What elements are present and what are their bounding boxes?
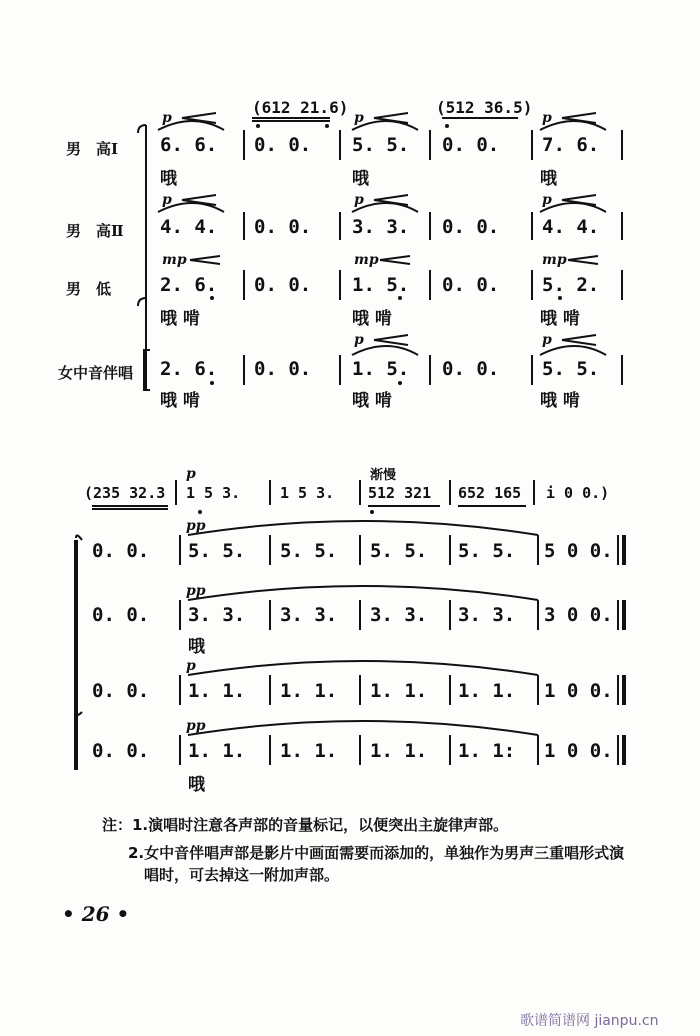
measure: 5. 5. bbox=[370, 540, 428, 562]
lyric: 哦 啃 bbox=[160, 309, 200, 329]
note-2-cont: 唱时，可去掉这一附加声部。 bbox=[144, 866, 340, 884]
dynamic-mark: p bbox=[162, 192, 172, 208]
lyric: 哦 bbox=[352, 169, 369, 189]
measure: 1. 1. bbox=[188, 740, 246, 762]
dynamic-mark: p bbox=[542, 192, 552, 208]
measure: 5. 2. bbox=[542, 274, 600, 296]
instrument-phrase: 652 165 bbox=[458, 484, 522, 502]
measure: 3. 3. bbox=[370, 604, 428, 626]
measure: 6. 6. bbox=[160, 134, 218, 156]
measure: 0. 0. bbox=[254, 216, 312, 238]
measure: 1. 1. bbox=[280, 740, 338, 762]
measure: 0. 0. bbox=[254, 134, 312, 156]
dynamic-mark: pp bbox=[186, 718, 206, 734]
dynamic-mark: p bbox=[542, 110, 552, 126]
part-label-tenor1: 男 高Ⅰ bbox=[66, 140, 119, 158]
measure: 1. 5. bbox=[352, 358, 410, 380]
measure: 5. 5. bbox=[188, 540, 246, 562]
measure: 0. 0. bbox=[442, 216, 500, 238]
measure: 4. 4. bbox=[160, 216, 218, 238]
dynamic-mark: p bbox=[354, 192, 364, 208]
measure: 5. 5. bbox=[458, 540, 516, 562]
measure: 0. 0. bbox=[442, 274, 500, 296]
measure: 1. 1: bbox=[458, 740, 516, 762]
measure: 1. 5. bbox=[352, 274, 410, 296]
measure: 3. 3. bbox=[458, 604, 516, 626]
note-2: 2.女中音伴唱声部是影片中画面需要而添加的，单独作为男声三重唱形式演 bbox=[128, 844, 625, 862]
measure: 0. 0. bbox=[442, 134, 500, 156]
measure: 4. 4. bbox=[542, 216, 600, 238]
measure: 1. 1. bbox=[370, 740, 428, 762]
measure: 2. 6. bbox=[160, 274, 218, 296]
lyric: 哦 啃 bbox=[160, 391, 200, 411]
measure: 1. 1. bbox=[280, 680, 338, 702]
lyric: 哦 bbox=[188, 775, 205, 795]
dynamic-mark: p bbox=[542, 332, 552, 348]
measure: 0. 0. bbox=[442, 358, 500, 380]
lyric: 哦 bbox=[188, 637, 205, 657]
measure: 1 0 0. bbox=[544, 740, 613, 762]
measure: 5. 5. bbox=[352, 134, 410, 156]
dynamic-mark: p bbox=[354, 332, 364, 348]
lyric: 哦 啃 bbox=[540, 391, 580, 411]
dynamic-mark: p bbox=[354, 110, 364, 126]
measure: 1 0 0. bbox=[544, 680, 613, 702]
measure: 0. 0. bbox=[92, 680, 150, 702]
dynamic-mark: mp bbox=[542, 252, 567, 268]
measure: 0. 0. bbox=[92, 604, 150, 626]
lyric: 哦 啃 bbox=[352, 309, 392, 329]
measure: 0. 0. bbox=[92, 740, 150, 762]
watermark: 歌谱简谱网 jianpu.cn bbox=[520, 1013, 659, 1029]
measure: 3. 3. bbox=[280, 604, 338, 626]
dynamic-mark: pp bbox=[186, 583, 206, 599]
lyric: 哦 bbox=[540, 169, 557, 189]
measure: 0. 0. bbox=[92, 540, 150, 562]
instrument-phrase: 512 321 bbox=[368, 484, 432, 502]
lyric: 哦 bbox=[160, 169, 177, 189]
measure: 2. 6. bbox=[160, 358, 218, 380]
tempo-mark: 渐慢 bbox=[370, 468, 397, 483]
instrument-phrase: (512 36.5) bbox=[436, 98, 533, 117]
measure: 5. 5. bbox=[280, 540, 338, 562]
dynamic-mark: p bbox=[162, 110, 172, 126]
measure: 5 0 0. bbox=[544, 540, 613, 562]
dynamic-mark: pp bbox=[186, 518, 206, 534]
part-label-tenor2: 男 高Ⅱ bbox=[66, 222, 124, 240]
measure: 1. 1. bbox=[370, 680, 428, 702]
measure: 7. 6. bbox=[542, 134, 600, 156]
part-label-female: 女中音伴唱 bbox=[58, 364, 134, 382]
part-label-bass: 男 低 bbox=[66, 280, 112, 298]
measure: 1. 1. bbox=[458, 680, 516, 702]
measure: 1. 1. bbox=[188, 680, 246, 702]
instrument-phrase: i 0 0.) bbox=[546, 484, 610, 502]
instrument-phrase: 1 5 3. bbox=[186, 484, 241, 502]
page-number: • 26 • bbox=[62, 902, 130, 926]
measure: 0. 0. bbox=[254, 274, 312, 296]
dynamic-mark: p bbox=[186, 658, 196, 674]
dynamic-mark: mp bbox=[162, 252, 187, 268]
measure: 5. 5. bbox=[542, 358, 600, 380]
instrument-phrase: (235 32.3 bbox=[84, 484, 166, 502]
measure: 3. 3. bbox=[188, 604, 246, 626]
dynamic-mark: mp bbox=[354, 252, 379, 268]
instrument-phrase: (612 21.6) bbox=[252, 98, 349, 117]
lyric: 哦 啃 bbox=[540, 309, 580, 329]
measure: 0. 0. bbox=[254, 358, 312, 380]
instrument-phrase: 1 5 3. bbox=[280, 484, 335, 502]
lyric: 哦 啃 bbox=[352, 391, 392, 411]
dynamic-mark: p bbox=[186, 466, 196, 482]
measure: 3. 3. bbox=[352, 216, 410, 238]
measure: 3 0 0. bbox=[544, 604, 613, 626]
note-1: 注：1.演唱时注意各声部的音量标记，以便突出主旋律声部。 bbox=[102, 816, 509, 834]
